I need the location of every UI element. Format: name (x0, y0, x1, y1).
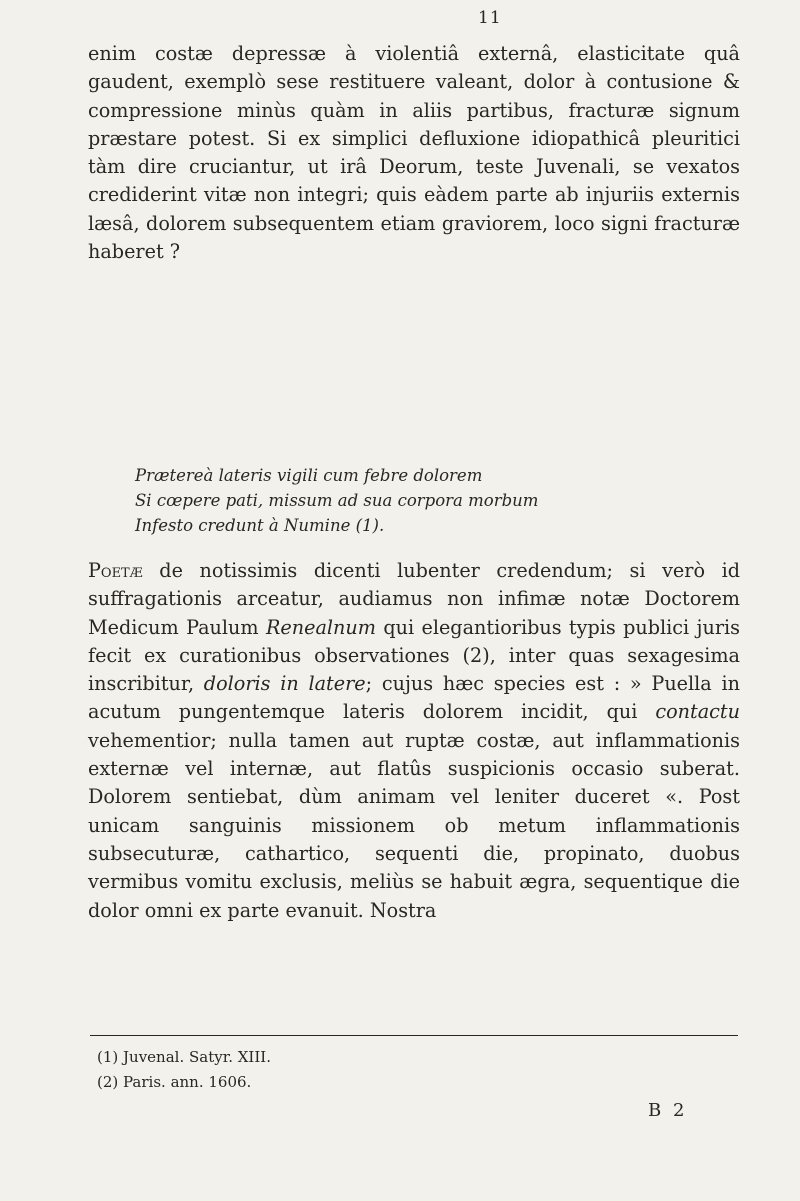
paragraph-2 (88, 557, 740, 925)
paragraph-2-text: ; cujus hæc species est : » Puella in acutum pungentemque lateris dolorem incidit, qui (88, 672, 740, 724)
paragraph-1: enim costæ depressæ à violentiâ externâ, elasticitate quâ gaudent, exemplò sese restituere valeant, dolor à contusione & compressione minùs quàm in aliis partibus, fracturæ signum præstare potest. Si ex simplici defluxione idiopathicâ pleuritici tàm dire cruciantur, ut irâ Deorum, teste Juvenali, se vexatos crediderint vitæ non integri; quis eàdem parte ab injuriis externis læsâ, dolorem subsequentem etiam graviorem, loco signi fracturæ haberet ? (88, 42, 740, 264)
verse-line: Infesto credunt à Numine (1). (135, 516, 385, 535)
footnote-2: (2) Paris. ann. 1606. (97, 1073, 252, 1091)
paragraph-2-text: qui elegantioribus typis publici juris fecit ex curationibus observationes (2), inter quas sexagesima inscribitur, (88, 615, 740, 696)
verse-quotation (135, 463, 538, 538)
author-name: Renealnum (265, 615, 376, 639)
footnote-divider (90, 1035, 738, 1036)
page-number: 11 (478, 8, 502, 28)
verse-line: Prætereà lateris vigili cum febre dolorem (135, 466, 483, 485)
paragraph-2-text: vehementior; nulla tamen aut ruptæ costæ, aut inflammationis externæ vel internæ, aut flatûs suspicionis occasio suberat. Dolorem sentiebat, dùm animam vel leniter duceret «. Post unicam sanguinis missionem ob metum inflammationis subsecuturæ, cathartico, sequenti die, propinato, duobus vermibus vomitu exclusis, meliùs se habuit ægra, sequentique die dolor omni ex parte evanuit. Nostra (88, 728, 740, 922)
footnotes (97, 1045, 271, 1095)
emphasized-word: contactu (655, 700, 740, 724)
footnote-1: (1) Juvenal. Satyr. XIII. (97, 1048, 271, 1066)
verse-line: Si cœpere pati, missum ad sua corpora morbum (135, 491, 539, 510)
paragraph-2-text: de notissimis dicenti lubenter credendum; si verò id suffragationis arceatur, audiamus non infimæ notæ Doctorem Medicum Paulum (88, 559, 740, 639)
paragraph-2-lead: Poetæ (88, 559, 143, 582)
signature-mark: B 2 (648, 1100, 688, 1121)
observation-title: doloris in latere (203, 672, 366, 696)
